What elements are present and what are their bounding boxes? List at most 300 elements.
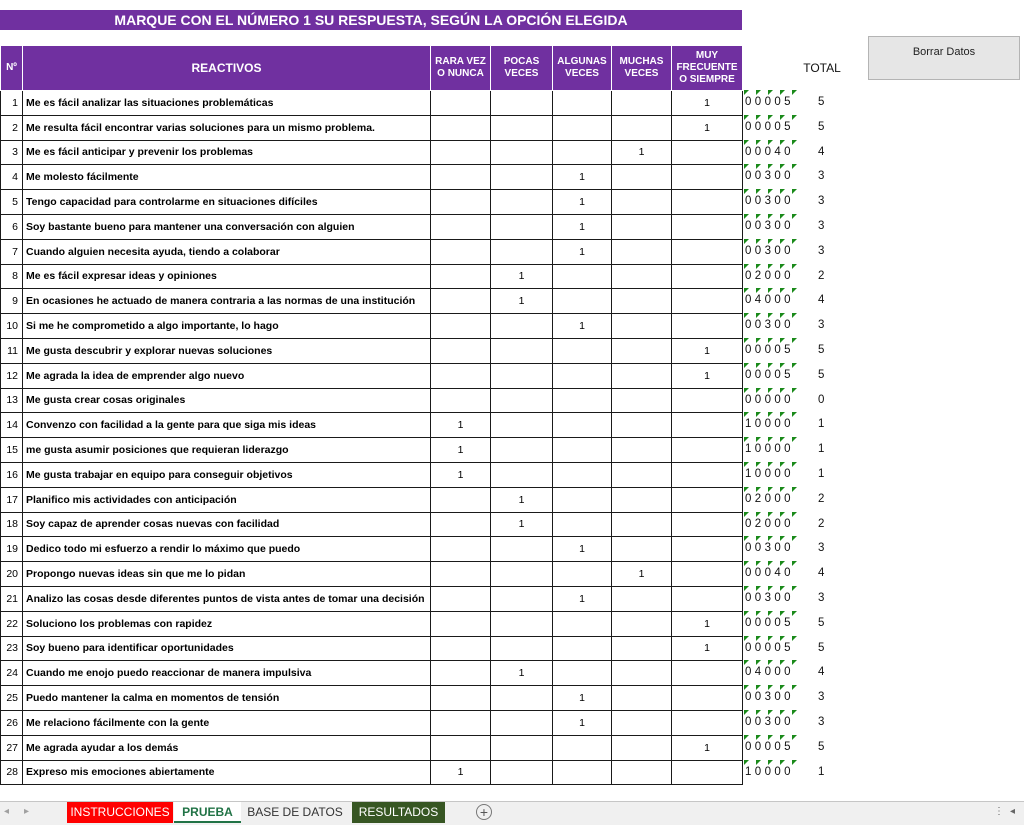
score-digits: 00005: [745, 369, 794, 381]
formula-flag-icon: [768, 140, 773, 145]
formula-flag-icon: [792, 437, 797, 442]
row-total: 1: [818, 443, 825, 455]
row-number: 2: [1, 115, 23, 140]
answer-cell[interactable]: [553, 338, 612, 363]
col-header-muy-frecuente: MUY FRECUENTE O SIEMPRE: [672, 46, 743, 91]
answer-cell[interactable]: [491, 140, 553, 165]
answer-cell[interactable]: [431, 636, 491, 661]
answer-cell[interactable]: 1: [431, 438, 491, 463]
answer-cell[interactable]: [612, 214, 672, 239]
formula-flag-icon: [744, 90, 749, 95]
answer-cell[interactable]: [612, 686, 672, 711]
formula-flag-icon: [744, 264, 749, 269]
formula-flag-icon: [792, 487, 797, 492]
tab-prueba[interactable]: PRUEBA: [174, 802, 241, 823]
question-text: Me es fácil anticipar y prevenir los problemas: [23, 140, 431, 165]
answer-cell[interactable]: 1: [431, 413, 491, 438]
scroll-left-icon[interactable]: ◂: [1010, 806, 1016, 817]
answer-cell[interactable]: [612, 735, 672, 760]
formula-flag-icon: [756, 90, 761, 95]
row-number: 16: [1, 462, 23, 487]
row-total: 5: [818, 617, 825, 629]
answer-cell[interactable]: [553, 115, 612, 140]
formula-flag-icon: [768, 536, 773, 541]
answer-cell[interactable]: [672, 413, 743, 438]
table-row: [1, 264, 743, 289]
answer-cell[interactable]: [672, 239, 743, 264]
score-digits: 00300: [745, 716, 794, 728]
answer-cell[interactable]: [491, 338, 553, 363]
formula-flag-icon: [756, 189, 761, 194]
formula-flag-icon: [792, 214, 797, 219]
table-row: [1, 562, 743, 587]
score-digits: 02000: [745, 518, 794, 530]
sheet-tab-bar: [0, 801, 1024, 825]
formula-flag-icon: [744, 313, 749, 318]
row-total: 1: [818, 418, 825, 430]
formula-flag-icon: [756, 487, 761, 492]
row-number: 23: [1, 636, 23, 661]
answer-cell[interactable]: [491, 214, 553, 239]
row-number: 28: [1, 760, 23, 785]
formula-flag-icon: [768, 487, 773, 492]
question-text: Convenzo con facilidad a la gente para que siga mis ideas: [23, 413, 431, 438]
col-header-muchas-veces: MUCHAS VECES: [612, 46, 672, 91]
answer-cell[interactable]: [431, 537, 491, 562]
question-text: Planifico mis actividades con anticipación: [23, 487, 431, 512]
row-number: 22: [1, 611, 23, 636]
row-total: 5: [818, 344, 825, 356]
clear-data-button[interactable]: Borrar Datos: [868, 36, 1020, 80]
formula-flag-icon: [756, 214, 761, 219]
table-row: [1, 735, 743, 760]
formula-flag-icon: [744, 685, 749, 690]
answer-cell[interactable]: 1: [553, 214, 612, 239]
answer-cell[interactable]: [491, 438, 553, 463]
score-cell-group: [744, 512, 844, 538]
answer-cell[interactable]: [672, 562, 743, 587]
score-digits: 00300: [745, 220, 794, 232]
answer-cell[interactable]: [431, 338, 491, 363]
answer-cell[interactable]: [612, 314, 672, 339]
col-header-reactivos: REACTIVOS: [23, 46, 431, 91]
answer-cell[interactable]: 1: [612, 140, 672, 165]
formula-flag-icon: [780, 115, 785, 120]
answer-cell[interactable]: [431, 289, 491, 314]
formula-flag-icon: [768, 586, 773, 591]
answer-cell[interactable]: [431, 661, 491, 686]
answer-cell[interactable]: [431, 710, 491, 735]
answer-cell[interactable]: 1: [491, 512, 553, 537]
answer-cell[interactable]: [672, 165, 743, 190]
answer-cell[interactable]: [612, 487, 672, 512]
formula-flag-icon: [756, 239, 761, 244]
score-cell-group: [744, 437, 844, 463]
answer-cell[interactable]: [612, 710, 672, 735]
row-number: 1: [1, 91, 23, 116]
row-total: 4: [818, 146, 825, 158]
table-row: [1, 462, 743, 487]
row-total: 3: [818, 195, 825, 207]
options-menu-icon[interactable]: ⋮: [994, 806, 1004, 817]
table-row: [1, 710, 743, 735]
questionnaire-table: [0, 45, 743, 785]
formula-flag-icon: [780, 685, 785, 690]
table-row: [1, 661, 743, 686]
answer-cell[interactable]: 1: [491, 661, 553, 686]
formula-flag-icon: [768, 363, 773, 368]
table-row: [1, 165, 743, 190]
score-cell-group: [744, 462, 844, 488]
answer-cell[interactable]: [612, 661, 672, 686]
answer-cell[interactable]: 1: [431, 760, 491, 785]
formula-flag-icon: [756, 437, 761, 442]
answer-cell[interactable]: [612, 165, 672, 190]
score-digits: 00005: [745, 617, 794, 629]
next-sheet-icon[interactable]: ▸: [24, 806, 30, 817]
answer-cell[interactable]: 1: [672, 636, 743, 661]
answer-cell[interactable]: [612, 438, 672, 463]
formula-flag-icon: [756, 164, 761, 169]
answer-cell[interactable]: [672, 388, 743, 413]
score-cell-group: [744, 710, 844, 736]
formula-flag-icon: [756, 412, 761, 417]
answer-cell[interactable]: [553, 512, 612, 537]
answer-cell[interactable]: [612, 512, 672, 537]
answer-cell[interactable]: 1: [553, 686, 612, 711]
formula-flag-icon: [780, 760, 785, 765]
score-cell-group: [744, 412, 844, 438]
answer-cell[interactable]: 1: [672, 91, 743, 116]
answer-cell[interactable]: [491, 165, 553, 190]
formula-flag-icon: [756, 338, 761, 343]
formula-flag-icon: [792, 611, 797, 616]
row-number: 26: [1, 710, 23, 735]
score-digits: 00040: [745, 567, 794, 579]
table-row: [1, 140, 743, 165]
answer-cell[interactable]: [553, 413, 612, 438]
answer-cell[interactable]: [553, 289, 612, 314]
answer-cell[interactable]: [431, 735, 491, 760]
formula-flag-icon: [780, 164, 785, 169]
tab-instrucciones[interactable]: INSTRUCCIONES: [67, 802, 173, 823]
answer-cell[interactable]: [553, 611, 612, 636]
answer-cell[interactable]: [491, 413, 553, 438]
row-total: 3: [818, 691, 825, 703]
formula-flag-icon: [780, 338, 785, 343]
answer-cell[interactable]: 1: [491, 289, 553, 314]
answer-cell[interactable]: [491, 363, 553, 388]
formula-flag-icon: [744, 611, 749, 616]
score-digits: 10000: [745, 468, 794, 480]
answer-cell[interactable]: [491, 239, 553, 264]
answer-cell[interactable]: [612, 388, 672, 413]
answer-cell[interactable]: 1: [491, 264, 553, 289]
row-total: 5: [818, 369, 825, 381]
formula-flag-icon: [768, 338, 773, 343]
answer-cell[interactable]: [612, 338, 672, 363]
question-text: Cuando me enojo puedo reaccionar de manera impulsiva: [23, 661, 431, 686]
question-text: Dedico todo mi esfuerzo a rendir lo máximo que puedo: [23, 537, 431, 562]
answer-cell[interactable]: [431, 512, 491, 537]
answer-cell[interactable]: [612, 115, 672, 140]
answer-cell[interactable]: 1: [672, 735, 743, 760]
answer-cell[interactable]: [612, 611, 672, 636]
row-total: 5: [818, 642, 825, 654]
score-cell-group: [744, 189, 844, 215]
answer-cell[interactable]: [612, 760, 672, 785]
answer-cell[interactable]: [553, 760, 612, 785]
score-digits: 00005: [745, 121, 794, 133]
answer-cell[interactable]: [491, 686, 553, 711]
row-number: 27: [1, 735, 23, 760]
formula-flag-icon: [768, 412, 773, 417]
answer-cell[interactable]: 1: [672, 115, 743, 140]
formula-flag-icon: [756, 288, 761, 293]
formula-flag-icon: [756, 611, 761, 616]
formula-flag-icon: [768, 710, 773, 715]
answer-cell[interactable]: [672, 686, 743, 711]
answer-cell[interactable]: [553, 91, 612, 116]
answer-cell[interactable]: [491, 388, 553, 413]
answer-cell[interactable]: [672, 512, 743, 537]
answer-cell[interactable]: [491, 735, 553, 760]
formula-flag-icon: [792, 586, 797, 591]
answer-cell[interactable]: 1: [553, 710, 612, 735]
answer-cell[interactable]: [672, 710, 743, 735]
row-total: 3: [818, 716, 825, 728]
table-row: [1, 438, 743, 463]
row-number: 18: [1, 512, 23, 537]
score-cell-group: [744, 239, 844, 265]
answer-cell[interactable]: [431, 388, 491, 413]
row-total: 5: [818, 121, 825, 133]
answer-cell[interactable]: 1: [612, 562, 672, 587]
formula-flag-icon: [768, 115, 773, 120]
score-cell-group: [744, 388, 844, 414]
answer-cell[interactable]: [672, 289, 743, 314]
formula-flag-icon: [768, 388, 773, 393]
formula-flag-icon: [744, 288, 749, 293]
answer-cell[interactable]: [431, 562, 491, 587]
answer-cell[interactable]: [612, 190, 672, 215]
answer-cell[interactable]: [553, 462, 612, 487]
header-row: [1, 46, 743, 91]
formula-flag-icon: [756, 636, 761, 641]
answer-cell[interactable]: [431, 115, 491, 140]
formula-flag-icon: [792, 710, 797, 715]
formula-flag-icon: [792, 636, 797, 641]
answer-cell[interactable]: [491, 636, 553, 661]
answer-cell[interactable]: [612, 636, 672, 661]
tab-resultados[interactable]: RESULTADOS: [352, 802, 445, 823]
answer-cell[interactable]: [491, 611, 553, 636]
row-number: 11: [1, 338, 23, 363]
question-text: Me agrada ayudar a los demás: [23, 735, 431, 760]
answer-cell[interactable]: 1: [553, 190, 612, 215]
answer-cell[interactable]: [553, 438, 612, 463]
question-text: Me es fácil analizar las situaciones problemáticas: [23, 91, 431, 116]
answer-cell[interactable]: 1: [553, 165, 612, 190]
answer-cell[interactable]: [672, 586, 743, 611]
row-total: 4: [818, 666, 825, 678]
row-number: 5: [1, 190, 23, 215]
answer-cell[interactable]: 1: [672, 611, 743, 636]
answer-cell[interactable]: [491, 314, 553, 339]
formula-flag-icon: [780, 561, 785, 566]
formula-flag-icon: [780, 536, 785, 541]
score-cell-group: [744, 636, 844, 662]
answer-cell[interactable]: [553, 636, 612, 661]
answer-cell[interactable]: [612, 462, 672, 487]
score-cell-group: [744, 288, 844, 314]
formula-flag-icon: [768, 264, 773, 269]
answer-cell[interactable]: [431, 686, 491, 711]
answer-cell[interactable]: [431, 239, 491, 264]
answer-cell[interactable]: [672, 537, 743, 562]
tab-base-de-datos[interactable]: BASE DE DATOS: [247, 805, 343, 819]
answer-cell[interactable]: [672, 462, 743, 487]
answer-cell[interactable]: [612, 413, 672, 438]
question-text: me gusta asumir posiciones que requieran liderazgo: [23, 438, 431, 463]
question-text: Analizo las cosas desde diferentes puntos de vista antes de tomar una decisión: [23, 586, 431, 611]
formula-flag-icon: [756, 561, 761, 566]
add-sheet-icon[interactable]: +: [476, 804, 492, 820]
answer-cell[interactable]: [672, 487, 743, 512]
answer-cell[interactable]: [491, 562, 553, 587]
answer-cell[interactable]: [612, 289, 672, 314]
row-total: 5: [818, 741, 825, 753]
answer-cell[interactable]: [553, 363, 612, 388]
answer-cell[interactable]: [491, 190, 553, 215]
score-cell-group: [744, 536, 844, 562]
row-total: 2: [818, 270, 825, 282]
answer-cell[interactable]: [491, 91, 553, 116]
formula-flag-icon: [744, 660, 749, 665]
answer-cell[interactable]: [612, 239, 672, 264]
table-row: [1, 413, 743, 438]
col-header-number: Nº: [1, 46, 23, 91]
table-row: [1, 239, 743, 264]
formula-flag-icon: [744, 189, 749, 194]
answer-cell[interactable]: [672, 214, 743, 239]
formula-flag-icon: [744, 338, 749, 343]
answer-cell[interactable]: [553, 140, 612, 165]
answer-cell[interactable]: 1: [553, 537, 612, 562]
answer-cell[interactable]: [491, 537, 553, 562]
answer-cell[interactable]: 1: [672, 363, 743, 388]
score-cell-group: [744, 735, 844, 761]
score-digits: 00300: [745, 691, 794, 703]
formula-flag-icon: [744, 140, 749, 145]
answer-cell[interactable]: [431, 314, 491, 339]
formula-flag-icon: [768, 611, 773, 616]
row-number: 21: [1, 586, 23, 611]
answer-cell[interactable]: [672, 264, 743, 289]
answer-cell[interactable]: [431, 264, 491, 289]
answer-cell[interactable]: [431, 91, 491, 116]
answer-cell[interactable]: [431, 363, 491, 388]
answer-cell[interactable]: [431, 487, 491, 512]
answer-cell[interactable]: 1: [431, 462, 491, 487]
answer-cell[interactable]: 1: [491, 487, 553, 512]
answer-cell[interactable]: [491, 710, 553, 735]
answer-cell[interactable]: 1: [553, 586, 612, 611]
score-cell-group: [744, 90, 844, 116]
answer-cell[interactable]: [431, 586, 491, 611]
question-text: Me agrada la idea de emprender algo nuevo: [23, 363, 431, 388]
formula-flag-icon: [792, 660, 797, 665]
answer-cell[interactable]: [553, 264, 612, 289]
formula-flag-icon: [744, 561, 749, 566]
answer-cell[interactable]: [491, 586, 553, 611]
answer-cell[interactable]: [672, 314, 743, 339]
answer-cell[interactable]: [672, 661, 743, 686]
formula-flag-icon: [780, 189, 785, 194]
formula-flag-icon: [768, 437, 773, 442]
score-digits: 00300: [745, 170, 794, 182]
formula-flag-icon: [780, 660, 785, 665]
answer-cell[interactable]: [431, 140, 491, 165]
answer-cell[interactable]: 1: [553, 314, 612, 339]
formula-flag-icon: [756, 140, 761, 145]
formula-flag-icon: [792, 140, 797, 145]
answer-cell[interactable]: [612, 91, 672, 116]
formula-flag-icon: [768, 660, 773, 665]
prev-sheet-icon[interactable]: ◂: [4, 806, 10, 817]
answer-cell[interactable]: [612, 586, 672, 611]
answer-cell[interactable]: [431, 190, 491, 215]
question-text: Cuando alguien necesita ayuda, tiendo a colaborar: [23, 239, 431, 264]
table-row: [1, 115, 743, 140]
answer-cell[interactable]: [431, 611, 491, 636]
answer-cell[interactable]: [491, 760, 553, 785]
row-number: 17: [1, 487, 23, 512]
formula-flag-icon: [768, 512, 773, 517]
answer-cell[interactable]: [431, 214, 491, 239]
answer-cell[interactable]: [672, 140, 743, 165]
answer-cell[interactable]: [672, 438, 743, 463]
answer-cell[interactable]: [672, 190, 743, 215]
row-total: 5: [818, 96, 825, 108]
answer-cell[interactable]: [553, 661, 612, 686]
formula-flag-icon: [756, 660, 761, 665]
answer-cell[interactable]: 1: [672, 338, 743, 363]
formula-flag-icon: [780, 636, 785, 641]
answer-cell[interactable]: [612, 537, 672, 562]
answer-cell[interactable]: [553, 487, 612, 512]
answer-cell[interactable]: [672, 760, 743, 785]
answer-cell[interactable]: [491, 462, 553, 487]
formula-flag-icon: [768, 288, 773, 293]
answer-cell[interactable]: [612, 264, 672, 289]
formula-flag-icon: [756, 264, 761, 269]
answer-cell[interactable]: 1: [553, 239, 612, 264]
answer-cell[interactable]: [553, 735, 612, 760]
question-text: En ocasiones he actuado de manera contraria a las normas de una institución: [23, 289, 431, 314]
answer-cell[interactable]: [431, 165, 491, 190]
formula-flag-icon: [792, 685, 797, 690]
question-text: Soy bueno para identificar oportunidades: [23, 636, 431, 661]
answer-cell[interactable]: [612, 363, 672, 388]
formula-flag-icon: [744, 487, 749, 492]
answer-cell[interactable]: [491, 115, 553, 140]
formula-flag-icon: [768, 760, 773, 765]
formula-flag-icon: [780, 388, 785, 393]
question-text: Me gusta trabajar en equipo para conseguir objetivos: [23, 462, 431, 487]
answer-cell[interactable]: [553, 388, 612, 413]
answer-cell[interactable]: [553, 562, 612, 587]
